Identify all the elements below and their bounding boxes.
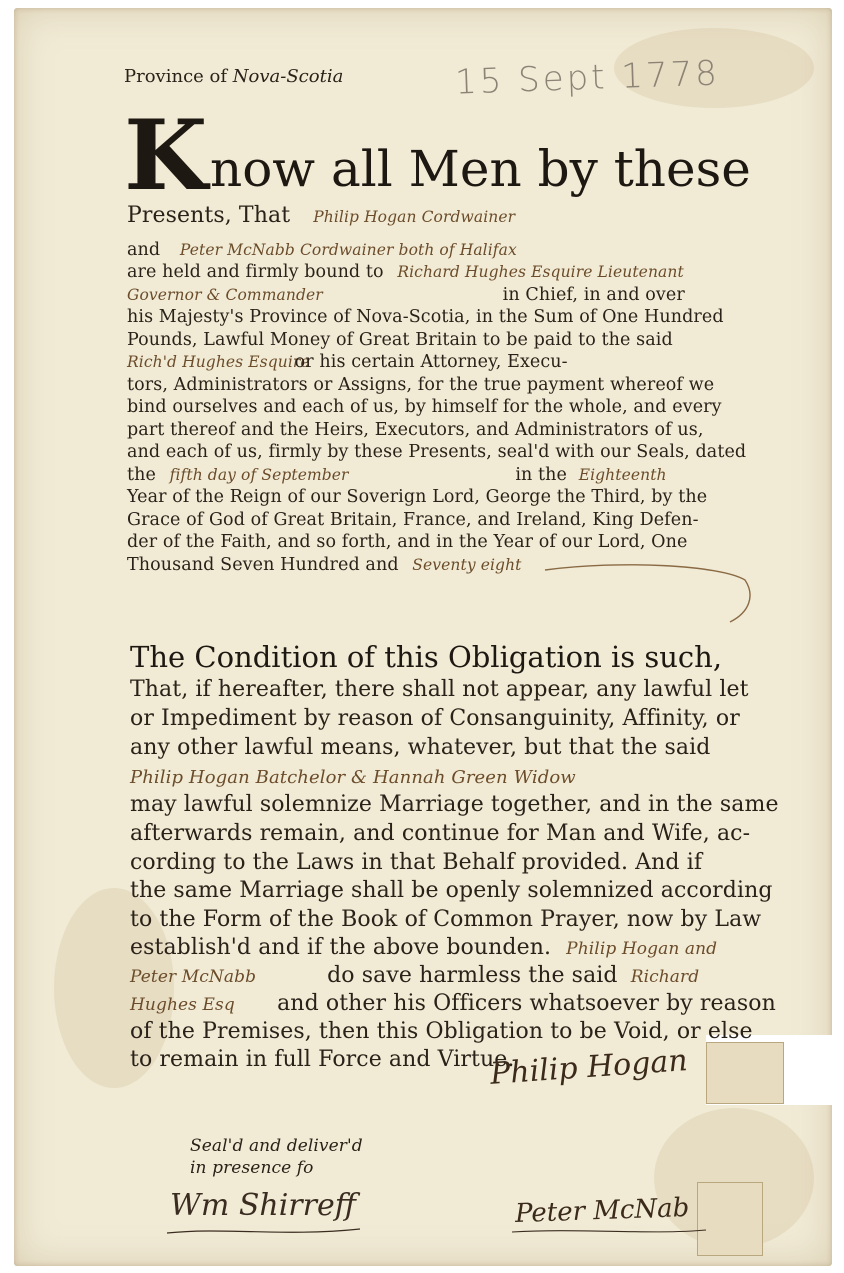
condition-line (130, 850, 702, 875)
bond-line (127, 532, 687, 552)
handwritten-text: Seventy eight (412, 556, 522, 574)
pen-flourish (540, 560, 760, 630)
condition-line (130, 677, 749, 702)
printed-text: tors, Administrators or Assigns, for the true payment whereof we (127, 375, 715, 395)
printed-text: Year of the Reign of our Soverign Lord, George the Third, by the (127, 487, 708, 507)
handwritten-text: Richard Hughes Esquire Lieutenant (397, 263, 684, 281)
handwritten-text: Peter McNabb Cordwainer both of Halifax (179, 241, 517, 259)
bond-line (127, 375, 714, 395)
signature-witness: Wm Shirreff (170, 1188, 356, 1223)
condition-line (130, 706, 740, 731)
printed-text: der of the Faith, and so forth, and in the Year of our Lord, One (127, 532, 688, 552)
witness-caption-line1: Seal'd and deliver'd (190, 1136, 363, 1156)
handwritten-text: Richard (630, 967, 700, 987)
printed-text: Grace of God of Great Britain, France, and Ireland, King Defen- (127, 510, 699, 530)
pencil-date-note: 15 Sept 1778 (454, 53, 721, 103)
handwritten-text: Rich'd Hughes Esquire (127, 353, 310, 371)
condition-line (130, 991, 776, 1016)
bond-line (127, 555, 521, 575)
printed-text: are held and firmly bound to (127, 262, 384, 282)
condition-line (130, 935, 717, 960)
printed-text: bind ourselves and each of us, by himself for the whole, and every (127, 397, 722, 417)
handwritten-text: Philip Hogan and (566, 939, 718, 959)
printed-text: Presents, That (127, 203, 291, 228)
bond-line (127, 420, 704, 440)
printed-text: to the Form of the Book of Common Prayer, now by Law (130, 907, 762, 932)
bond-line (127, 397, 722, 417)
handwritten-text: Philip Hogan Cordwainer (313, 208, 516, 226)
condition-line (130, 1047, 514, 1072)
bond-line (127, 330, 673, 350)
printed-text: or Impediment by reason of Consanguinity, Affinity, or (130, 706, 740, 731)
condition-line (130, 1019, 753, 1044)
province-name: Nova-Scotia (232, 66, 344, 87)
condition-line (130, 764, 576, 789)
condition-line (130, 907, 761, 932)
province-heading (124, 66, 343, 87)
bond-line (127, 307, 724, 327)
province-prefix: Province of (124, 66, 228, 87)
printed-text: in the (515, 465, 568, 485)
condition-line (130, 735, 710, 760)
printed-text: to remain in full Force and Virtue. (130, 1047, 515, 1072)
printed-text: may lawful solemnize Marriage together, and in the same (130, 792, 779, 817)
witness-caption-line2: in presence fo (190, 1158, 314, 1178)
condition-title: The Condition of this Obligation is such, (130, 640, 723, 674)
signature-principal: Philip Hogan (489, 1043, 689, 1092)
condition-line (130, 963, 699, 988)
bond-line (127, 510, 699, 530)
condition-line (130, 878, 773, 903)
printed-text: the same Marriage shall be openly solemnized according (130, 878, 773, 903)
bond-title: now all Men by these (210, 140, 751, 198)
printed-text: his Majesty's Province of Nova-Scotia, in the Sum of One Hundred (127, 307, 724, 327)
printed-text: cording to the Laws in that Behalf provided. And if (130, 850, 703, 875)
condition-line (130, 792, 779, 817)
bond-line (127, 465, 667, 485)
printed-text: Pounds, Lawful Money of Great Britain to be paid to the said (127, 330, 673, 350)
printed-text: or his certain Attorney, Execu- (294, 352, 568, 372)
handwritten-text: Peter McNabb (130, 967, 257, 987)
bond-line (127, 262, 684, 282)
printed-text: and (127, 240, 161, 260)
bond-line (127, 203, 515, 228)
pen-flourish (165, 1225, 365, 1239)
printed-text: the (127, 465, 156, 485)
handwritten-text: Eighteenth (578, 466, 667, 484)
printed-text: do save harmless the said (327, 963, 618, 988)
printed-text: establish'd and if the above bounden. (130, 935, 552, 960)
printed-text: part thereof and the Heirs, Executors, and Administrators of us, (127, 420, 704, 440)
drop-cap: K (124, 99, 208, 212)
bond-line (127, 240, 517, 260)
printed-text: any other lawful means, whatever, but that the said (130, 735, 711, 760)
bond-line (127, 487, 707, 507)
bond-line (127, 352, 568, 372)
condition-line (130, 821, 750, 846)
bond-line (127, 285, 685, 305)
handwritten-text: Philip Hogan Batchelor & Hannah Green Widow (130, 767, 576, 788)
handwritten-text: fifth day of September (169, 466, 349, 484)
printed-text: and each of us, firmly by these Presents, seal'd with our Seals, dated (127, 442, 747, 462)
printed-text: afterwards remain, and continue for Man and Wife, ac- (130, 821, 751, 846)
bond-line (127, 442, 746, 462)
handwritten-text: Governor & Commander (127, 286, 323, 304)
handwritten-text: Hughes Esq (130, 995, 235, 1015)
printed-text: of the Premises, then this Obligation to be Void, or else (130, 1019, 753, 1044)
printed-text: and other his Officers whatsoever by reason (277, 991, 776, 1016)
pen-flourish (510, 1226, 710, 1238)
signature-surety: Peter McNab (514, 1192, 690, 1230)
printed-text: That, if hereafter, there shall not appear, any lawful let (130, 677, 749, 702)
printed-text: Thousand Seven Hundred and (127, 555, 399, 575)
printed-text: in Chief, in and over (502, 285, 685, 305)
